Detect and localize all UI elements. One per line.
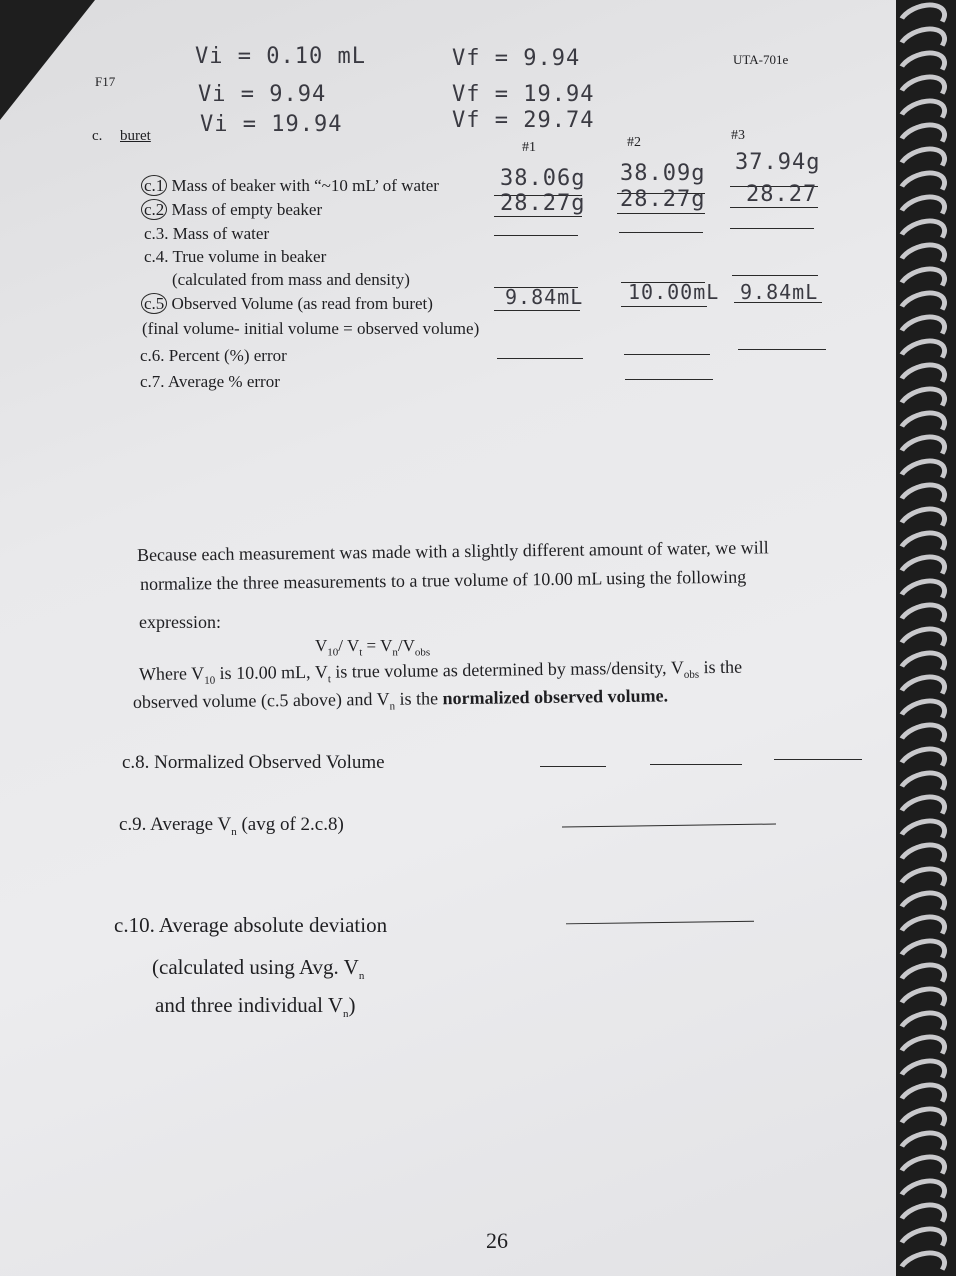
- handwritten-vf-1: Vf = 9.94: [452, 46, 581, 71]
- c2-text: Mass of empty beaker: [171, 200, 323, 219]
- observed-sub: n: [389, 700, 396, 713]
- paragraph-line-2: normalize the three measurements to a true volume of 10.00 mL using the following: [139, 566, 747, 594]
- hw-c1-1: 38.06g: [500, 166, 586, 191]
- column-header-2: #2: [627, 135, 641, 150]
- hw-c2-3: 28.27: [746, 182, 818, 207]
- blank-c6-3[interactable]: [738, 349, 826, 350]
- where-sub-2: t: [327, 673, 332, 686]
- eq-sub-c: n: [392, 646, 398, 659]
- c10-sub2-close: ): [348, 993, 356, 1017]
- blank-c5-1[interactable]: [494, 310, 580, 311]
- normalization-equation: [315, 636, 430, 658]
- hw-c2-1: 28.27g: [500, 191, 586, 216]
- row-c1-label: [141, 176, 439, 196]
- section-code: F17: [95, 74, 116, 89]
- c2-circle: c.2: [141, 199, 167, 220]
- c9-part-a: c.9. Average V: [119, 814, 232, 835]
- row-c2-label: [141, 200, 322, 220]
- c10-sub1-text: (calculated using Avg. V: [152, 955, 359, 979]
- where-line: [139, 657, 742, 688]
- blank-c10[interactable]: [566, 921, 754, 925]
- row-c7-label: c.7. Average % error: [140, 372, 280, 391]
- c1-text: Mass of beaker with “~10 mL’ of water: [171, 176, 439, 195]
- row-c10-sub-2: [155, 993, 356, 1020]
- handwritten-vi-2: Vi = 9.94: [198, 82, 327, 107]
- row-c8-label: c.8. Normalized Observed Volume: [122, 752, 385, 773]
- eq-part-a: V: [315, 636, 328, 655]
- eq-sub-d: obs: [414, 646, 431, 659]
- row-c6-label: c.6. Percent (%) error: [140, 346, 287, 365]
- hw-c1-3: 37.94g: [735, 150, 821, 175]
- row-c10-label: c.10. Average absolute deviation: [114, 913, 388, 937]
- paragraph-line-1: Because each measurement was made with a slightly different amount of water, we will: [136, 537, 769, 565]
- paragraph-line-3: expression:: [139, 612, 221, 632]
- eq-part-c: = V: [362, 636, 393, 655]
- blank-c7[interactable]: [625, 379, 713, 380]
- c9-part-b: (avg of 2.c.8): [236, 814, 344, 835]
- observed-line: [133, 685, 668, 715]
- column-header-3: #3: [731, 128, 745, 143]
- hw-c5-3: 9.84mL: [740, 280, 819, 304]
- hw-c5-2: 10.00mL: [628, 280, 720, 304]
- blank-c2-1[interactable]: [494, 216, 582, 217]
- hw-c2-2: 28.27g: [620, 187, 706, 212]
- c5-circle: c.5: [141, 293, 167, 314]
- eq-sub-b: t: [359, 646, 363, 659]
- c10-sub2-sub: n: [343, 1008, 349, 1021]
- page-number: 26: [486, 1228, 508, 1253]
- row-c4-sub: (calculated from mass and density): [172, 270, 410, 289]
- blank-c8-1[interactable]: [540, 766, 606, 767]
- blank-c3-1[interactable]: [494, 235, 578, 236]
- spiral-binding: [896, 0, 956, 1276]
- handwritten-vi-3: Vi = 19.94: [200, 112, 343, 137]
- row-c3-label: c.3. Mass of water: [144, 224, 270, 243]
- blank-c2-2[interactable]: [617, 213, 705, 214]
- c10-sub1-sub: n: [358, 970, 365, 983]
- observed-bold: normalized observed volume.: [442, 685, 669, 709]
- eq-part-b: / V: [338, 636, 360, 655]
- column-header-1: #1: [522, 140, 536, 155]
- blank-c6-2[interactable]: [624, 354, 710, 355]
- blank-c3-3[interactable]: [730, 228, 814, 229]
- doc-code: UTA-701e: [733, 52, 789, 67]
- background-corner: [0, 0, 95, 120]
- blank-c3-2[interactable]: [619, 232, 703, 233]
- blank-c6-1[interactable]: [497, 358, 583, 359]
- row-c9-label: [119, 814, 344, 838]
- where-part-1: Where V: [138, 663, 205, 684]
- blank-c4-3[interactable]: [732, 275, 818, 276]
- section-label: c.: [92, 128, 103, 144]
- handwritten-vf-2: Vf = 19.94: [452, 82, 595, 107]
- where-part-2: is 10.00 mL, V: [214, 661, 328, 684]
- hw-c5-1: 9.84mL: [505, 285, 584, 309]
- blank-c9[interactable]: [562, 824, 776, 828]
- blank-c2-3[interactable]: [730, 207, 818, 208]
- section-title: buret: [120, 128, 151, 144]
- observed-part-2: is the: [394, 688, 443, 709]
- row-c5-sub: (final volume- initial volume = observed volume): [142, 319, 480, 338]
- where-part-3: is true volume as determined by mass/density, V: [330, 657, 684, 682]
- blank-c5-2[interactable]: [621, 306, 707, 307]
- row-c5-label: [141, 294, 433, 314]
- row-c4-label: c.4. True volume in beaker: [144, 247, 327, 266]
- handwritten-vf-3: Vf = 29.74: [452, 108, 595, 133]
- where-sub-1: 10: [204, 674, 216, 687]
- eq-sub-a: 10: [327, 646, 339, 659]
- handwritten-vi-1: Vi = 0.10 mL: [195, 44, 366, 69]
- hw-c1-2: 38.09g: [620, 161, 706, 186]
- row-c10-sub-1: [152, 955, 364, 982]
- blank-c8-3[interactable]: [774, 759, 862, 760]
- blank-c8-2[interactable]: [650, 764, 742, 765]
- where-sub-3: obs: [683, 668, 700, 681]
- c9-sub: n: [231, 825, 237, 838]
- where-part-4: is the: [698, 656, 743, 678]
- c10-sub2-text: and three individual V: [155, 993, 343, 1017]
- observed-part-1: observed volume (c.5 above) and V: [132, 688, 390, 712]
- c5-text: Observed Volume (as read from buret): [171, 294, 433, 313]
- c1-circle: c.1: [141, 175, 167, 196]
- eq-part-d: /V: [397, 636, 415, 655]
